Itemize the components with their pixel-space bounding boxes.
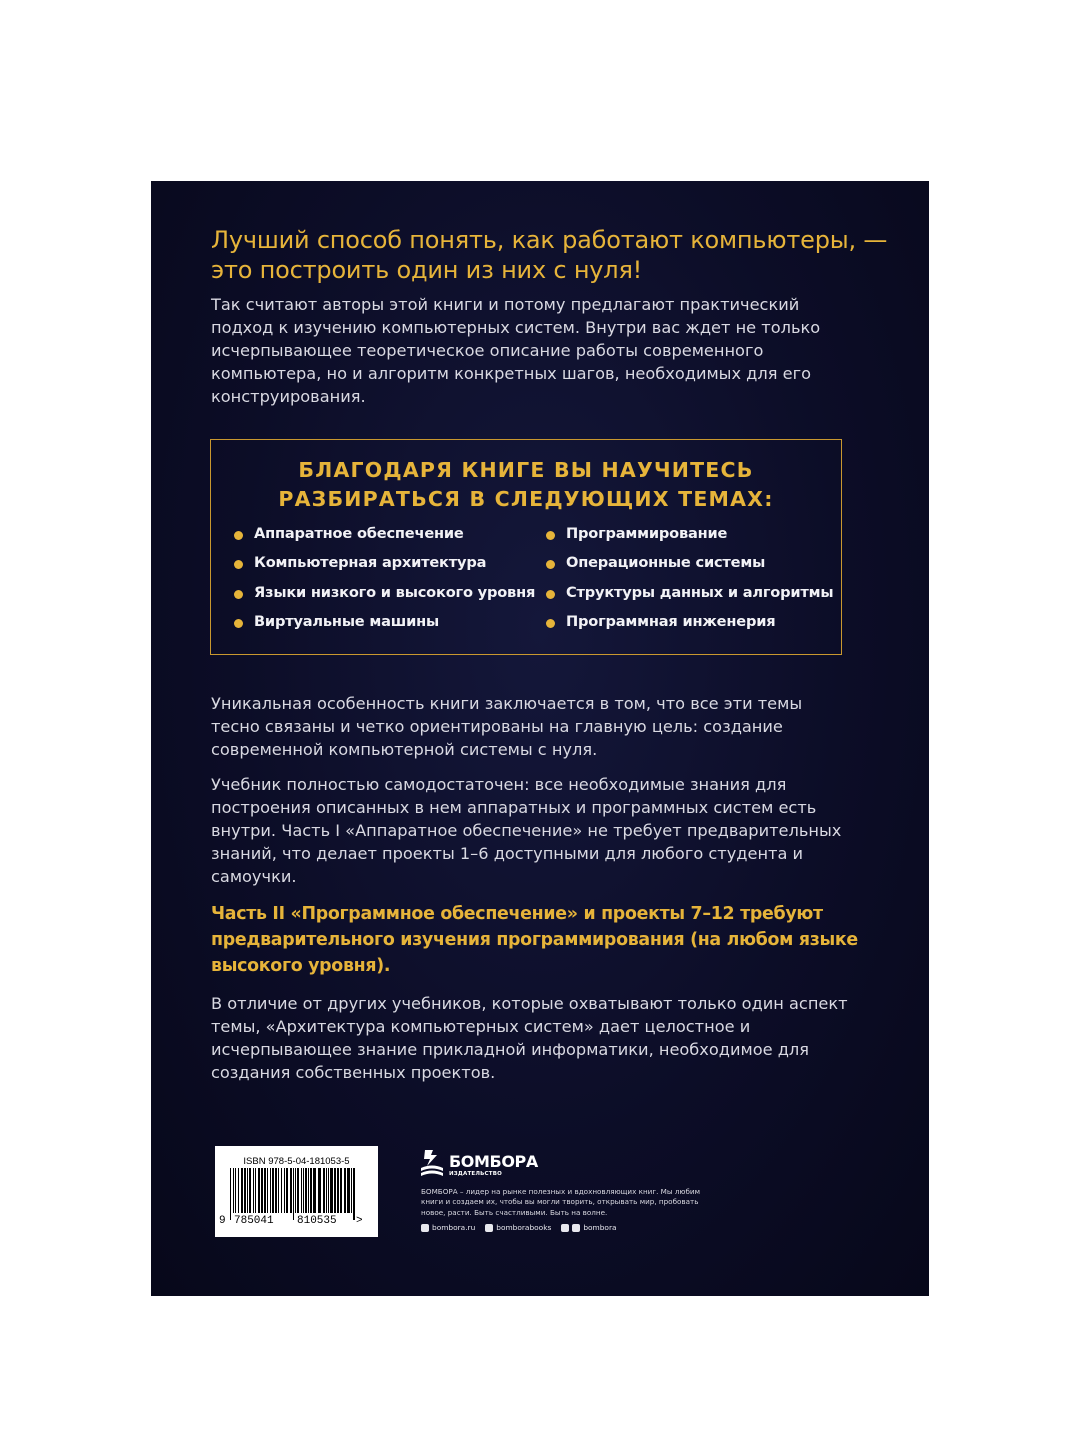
barcode-bar [290, 1168, 292, 1213]
barcode-bar [249, 1168, 251, 1213]
topic-label: Компьютерная архитектура [254, 554, 487, 572]
barcode-bar [351, 1168, 352, 1213]
barcode-end-marker: > [356, 1215, 363, 1227]
social-label: bombora.ru [432, 1223, 476, 1232]
barcode-bar [297, 1168, 299, 1213]
barcode-bar [253, 1168, 254, 1213]
barcode-bar [347, 1168, 350, 1213]
barcode-bar [275, 1168, 277, 1213]
barcode-digit-first: 9 [219, 1215, 226, 1227]
vk-icon [485, 1224, 493, 1232]
barcode-bar [353, 1168, 355, 1220]
social-label: bombora [583, 1223, 617, 1232]
isbn-number: ISBN 978-5-04-181053-5 [243, 1156, 350, 1167]
topic-label: Программирование [566, 525, 728, 542]
barcode-bar [313, 1168, 316, 1213]
self-sufficient-paragraph: Учебник полностью самодостаточен: все необходимые знания для построения описанных в нем аппаратных и программных систем есть внутри. Часть I «Аппаратное обеспечение» не требует предварительных знаний, что делает проекты 1–6 доступными для любого студента и самоучки. [211, 775, 842, 886]
bullet-dot-icon [546, 531, 555, 540]
barcode-bar [284, 1168, 285, 1213]
barcode-bar [305, 1168, 307, 1213]
headline: Лучший способ понять, как работают компьютеры, — это построить один из них с нуля! [211, 226, 888, 284]
intro-paragraph: Так считают авторы этой книги и потому предлагают практический подход к изучению компьютерных систем. Внутри вас ждет не только исчерпывающее теоретическое описание работы современного компьютера, но и алгоритм конкретных шагов, необходимых для его конструирования. [211, 295, 821, 406]
barcode-bar [318, 1168, 321, 1213]
barcode-bar [344, 1168, 346, 1213]
barcode-bar [261, 1168, 263, 1213]
part-two-note: Часть II «Программное обеспечение» и проекты 7–12 требуют предварительного изучения программирования (на любом языке высокого уровня). [211, 904, 858, 976]
topics-box [210, 439, 842, 655]
barcode-bar [334, 1168, 336, 1213]
publisher-subtitle: ИЗДАТЕЛЬСТВО [449, 1171, 502, 1177]
youtube-icon [561, 1224, 569, 1232]
barcode-bar [286, 1168, 288, 1213]
social-youtube-telegram[interactable] [561, 1223, 616, 1232]
barcode-bar [281, 1168, 282, 1213]
barcode-bar [233, 1168, 234, 1213]
barcode-bar [255, 1168, 256, 1213]
barcode-bar [326, 1168, 327, 1213]
barcode-bar [241, 1168, 243, 1213]
topic-item [544, 553, 833, 582]
barcode-bar [247, 1168, 248, 1213]
barcode-digits-group-2: 810535 [297, 1215, 337, 1227]
bullet-dot-icon [234, 619, 243, 628]
barcode-bar [244, 1168, 246, 1213]
publisher-description: БОМБОРА – лидер на рынке полезных и вдохновляющих книг. Мы любим книги и создаем их, чтобы вы могли творить, открывать мир, пробовать новое, расти. Быть счастливыми. Быть на волне. [421, 1187, 700, 1217]
topic-item [544, 612, 833, 641]
barcode-bar [293, 1168, 294, 1220]
barcode-bar [278, 1168, 279, 1213]
topic-item [232, 583, 535, 612]
barcode-bar [303, 1168, 304, 1213]
barcode-bar [337, 1168, 339, 1213]
barcode-bar [295, 1168, 296, 1213]
topic-item [544, 524, 833, 553]
barcode-bar [272, 1168, 274, 1213]
topics-title-line-1: БЛАГОДАРЯ КНИГЕ ВЫ НАУЧИТЕСЬ [298, 458, 754, 482]
topic-item [232, 553, 535, 582]
bullet-dot-icon [546, 619, 555, 628]
publisher-name: БОМБОРА [449, 1152, 538, 1171]
bullet-dot-icon [234, 531, 243, 540]
barcode-bar [267, 1168, 268, 1213]
topics-list-right [544, 524, 833, 641]
book-back-cover [151, 181, 929, 1296]
topic-item [232, 612, 535, 641]
barcode-bars-icon [215, 1146, 378, 1237]
bullet-dot-icon [234, 560, 243, 569]
topic-item [232, 524, 535, 553]
telegram-icon [572, 1224, 580, 1232]
barcode-bar [330, 1168, 333, 1213]
barcode-bar [270, 1168, 271, 1213]
barcode-bar [308, 1168, 309, 1213]
barcode-bar [301, 1168, 302, 1213]
barcode-bar [238, 1168, 239, 1213]
barcode-bar [264, 1168, 266, 1213]
barcode-bar [323, 1168, 325, 1213]
topic-item [544, 583, 833, 612]
topic-label: Операционные системы [566, 554, 766, 572]
topic-label: Языки низкого и высокого уровня [254, 583, 536, 601]
barcode-bar [328, 1168, 329, 1213]
bullet-dot-icon [546, 590, 555, 599]
topics-list-left [232, 524, 535, 641]
barcode-bar [340, 1168, 342, 1213]
topic-label: Виртуальные машины [254, 612, 439, 630]
barcode-digits-group-1: 785041 [234, 1215, 274, 1227]
bombora-logo-icon [419, 1148, 445, 1180]
barcode-bar [235, 1168, 236, 1213]
publisher-socials [421, 1223, 617, 1232]
barcode-bar [310, 1168, 312, 1213]
social-label: bomborabooks [496, 1223, 552, 1232]
globe-icon [421, 1224, 429, 1232]
topics-title-line-2: РАЗБИРАТЬСЯ В СЛЕДУЮЩИХ ТЕМАХ: [278, 487, 774, 511]
topic-label: Аппаратное обеспечение [254, 525, 464, 542]
publisher-block [419, 1146, 719, 1241]
bullet-dot-icon [234, 590, 243, 599]
barcode-bar [230, 1168, 231, 1220]
social-vk[interactable] [485, 1223, 551, 1232]
topics-title [211, 456, 841, 514]
unique-feature-paragraph: Уникальная особенность книги заключается в том, что все эти темы тесно связаны и четко ориентированы на главную цель: создание современной компьютерной системы с нуля. [211, 694, 803, 759]
bullet-dot-icon [546, 560, 555, 569]
social-website[interactable] [421, 1223, 475, 1232]
comparison-paragraph: В отличие от других учебников, которые охватывают только один аспект темы, «Архитектура компьютерных систем» дает целостное и исчерпывающее знание прикладной информатики, необходимое для создания собственных проектов. [211, 994, 848, 1082]
barcode-bar [258, 1168, 260, 1213]
topic-label: Программная инженерия [566, 612, 776, 630]
isbn-barcode [215, 1146, 378, 1237]
topic-label: Структуры данных и алгоритмы [566, 583, 834, 601]
